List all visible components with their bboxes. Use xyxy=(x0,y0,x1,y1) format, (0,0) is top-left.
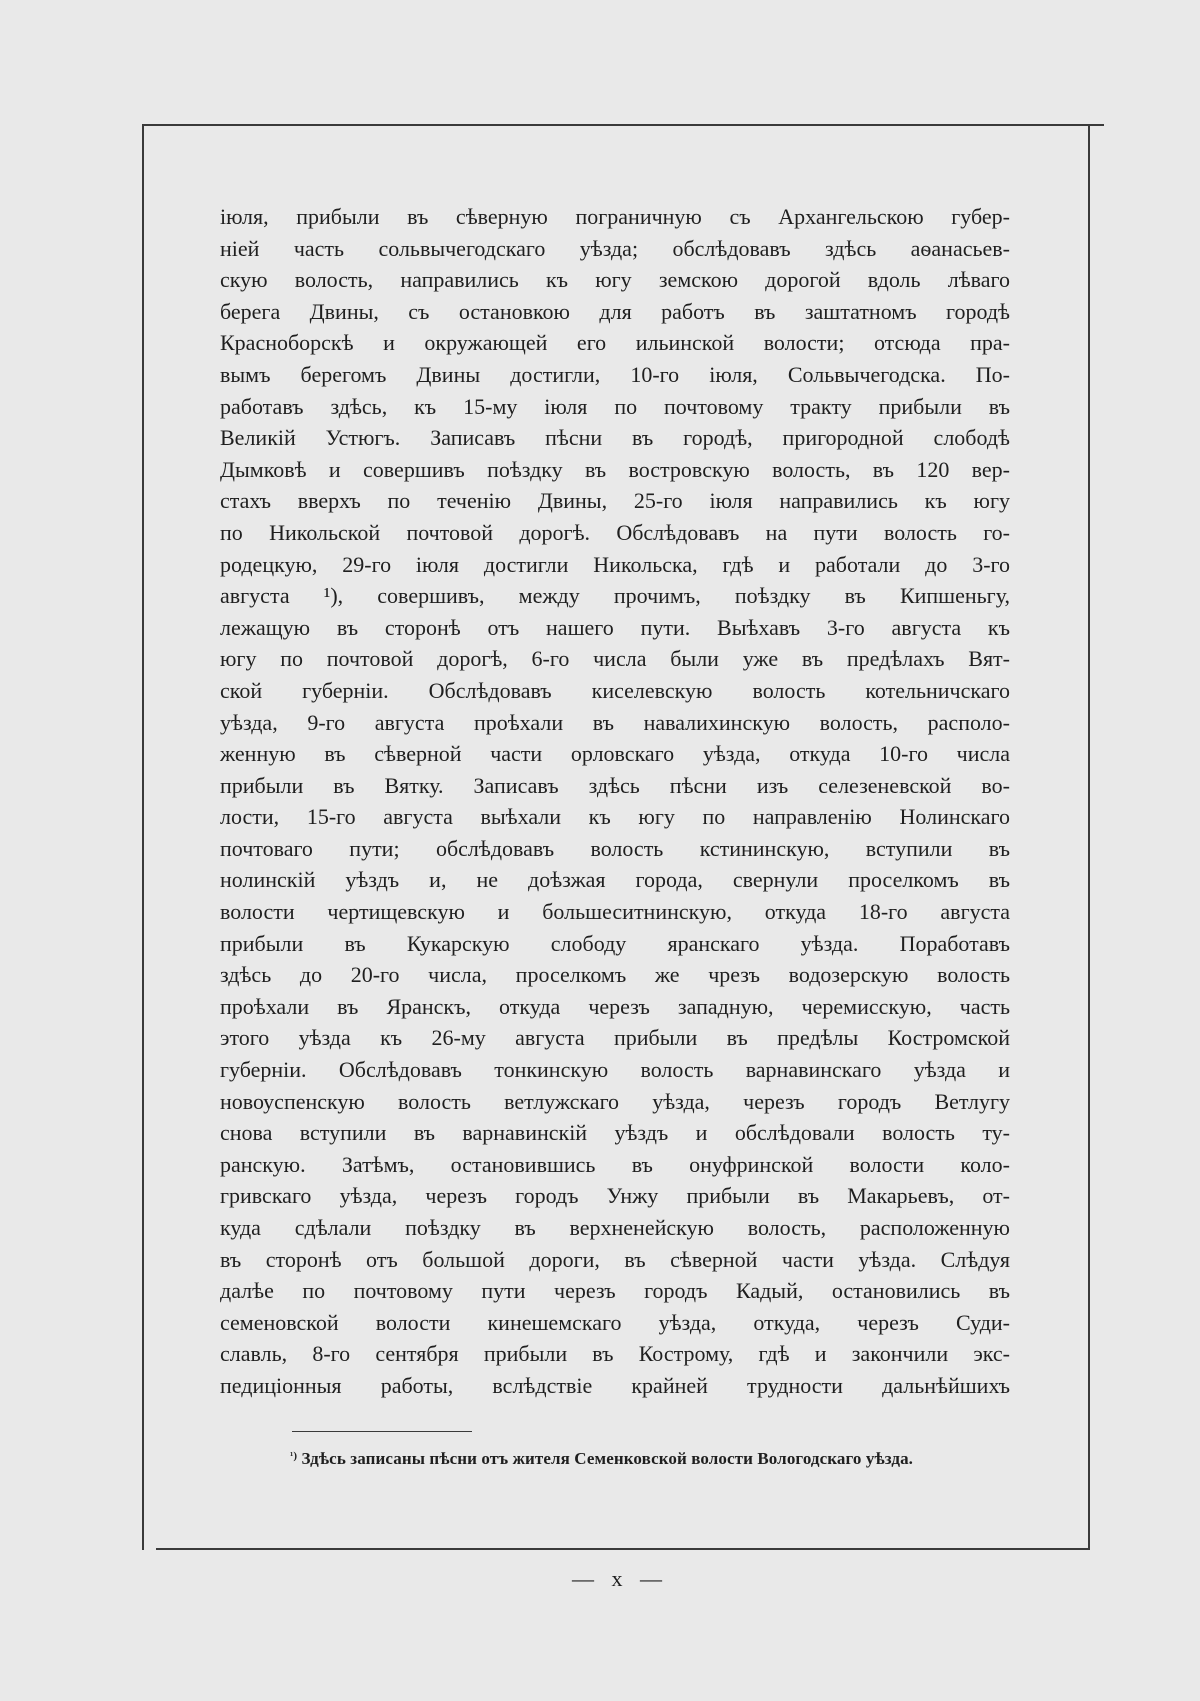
text-line: Великій Устюгъ. Записавъ пѣсни въ городѣ, пригородной слободѣ xyxy=(220,425,1010,451)
text-line: лости, 15-го августа выѣхали къ югу по направленію Нолинскаго xyxy=(220,804,1010,830)
text-line: въ сторонѣ отъ большой дороги, въ сѣверной части уѣзда. Слѣдуя xyxy=(220,1246,1010,1272)
text-line: августа ¹), совершивъ, между прочимъ, поѣздку въ Кипшеньгу, xyxy=(220,583,1010,609)
text-line: славль, 8-го сентября прибыли въ Кострому, гдѣ и закончили экс- xyxy=(220,1341,1010,1367)
text-line: новоуспенскую волость ветлужскаго уѣзда, черезъ городъ Ветлугу xyxy=(220,1088,1010,1114)
text-line: педиціонныя работы, вслѣдствіе крайней трудности дальнѣйшихъ xyxy=(220,1372,1010,1398)
text-line: куда сдѣлали поѣздку въ верхненейскую волость, расположенную xyxy=(220,1215,1010,1240)
text-line: прибыли въ Вятку. Записавъ здѣсь пѣсни изъ селезеневской во- xyxy=(220,772,1010,798)
text-line: берега Двины, съ остановкою для работъ въ заштатномъ городѣ xyxy=(220,298,1010,324)
text-line: губерніи. Обслѣдовавъ тонкинскую волость варнавинскаго уѣзда и xyxy=(220,1057,1010,1083)
text-line: гривскаго уѣзда, черезъ городъ Унжу прибыли въ Макарьевъ, от- xyxy=(220,1183,1010,1209)
footnote-marker: ¹) xyxy=(290,1450,298,1462)
footnote-text: Здѣсь записаны пѣсни отъ жителя Семенковской волости Вологодскаго уѣзда. xyxy=(301,1449,914,1468)
text-line: проѣхали въ Яранскъ, откуда черезъ западную, черемисскую, часть xyxy=(220,993,1010,1019)
frame-outer-bottom-rule xyxy=(156,1548,1088,1550)
text-line: нолинскій уѣздъ и, не доѣзжая города, свернули проселкомъ въ xyxy=(220,867,1010,893)
frame-outer-top-rule xyxy=(142,124,1104,126)
text-line: семеновской волости кинешемскаго уѣзда, откуда, черезъ Суди- xyxy=(220,1309,1010,1335)
text-line: ранскую. Затѣмъ, остановившись въ онуфринской волости коло- xyxy=(220,1151,1010,1177)
text-line: Дымковѣ и совершивъ поѣздку въ востровскую волость, въ 120 вер- xyxy=(220,456,1010,482)
text-line: родецкую, 29-го іюля достигли Никольска, гдѣ и работали до 3-го xyxy=(220,551,1010,577)
text-line: уѣзда, 9-го августа проѣхали въ навалихинскую волость, располо- xyxy=(220,709,1010,735)
text-line: стахъ вверхъ по теченію Двины, 25-го іюля направились къ югу xyxy=(220,488,1010,514)
page-number: — x — xyxy=(572,1566,668,1591)
text-line: почтоваго пути; обслѣдовавъ волость кстининскую, вступили въ xyxy=(220,835,1010,861)
text-line: вымъ берегомъ Двины достигли, 10-го іюля, Сольвычегодска. По- xyxy=(220,361,1010,387)
text-line: іюля, прибыли въ сѣверную пограничную съ Архангельскою губер- xyxy=(220,204,1010,229)
text-line: Красноборскѣ и окружающей его ильинской волости; отсюда пра- xyxy=(220,330,1010,356)
text-line: здѣсь до 20-го числа, проселкомъ же чрезъ водозерскую волость xyxy=(220,962,1010,988)
frame-outer-right-rule xyxy=(1088,124,1090,1550)
footnote-divider xyxy=(292,1431,472,1432)
text-line: работавъ здѣсь, къ 15-му іюля по почтовому тракту прибыли въ xyxy=(220,393,1010,419)
text-line: лежащую въ сторонѣ отъ нашего пути. Выѣхавъ 3-го августа къ xyxy=(220,614,1010,640)
text-line: женную въ сѣверной части орловскаго уѣзда, откуда 10-го числа xyxy=(220,741,1010,767)
text-line: ской губерніи. Обслѣдовавъ киселевскую волость котельничскаго xyxy=(220,677,1010,703)
body-text xyxy=(220,201,1010,1402)
text-line: снова вступили въ варнавинскій уѣздъ и обслѣдовали волость ту- xyxy=(220,1120,1010,1146)
text-line: волости чертищевскую и большеситнинскую, откуда 18-го августа xyxy=(220,899,1010,925)
footnote xyxy=(290,1449,1010,1469)
text-line: прибыли въ Кукарскую слободу яранскаго уѣзда. Поработавъ xyxy=(220,930,1010,956)
text-line: югу по почтовой дорогѣ, 6-го числа были уже въ предѣлахъ Вят- xyxy=(220,646,1010,672)
text-line: ніей часть сольвычегодскаго уѣзда; обслѣдовавъ здѣсь аѳанасьев- xyxy=(220,235,1010,261)
text-line: по Никольской почтовой дорогѣ. Обслѣдовавъ на пути волость го- xyxy=(220,519,1010,545)
frame-outer-left-rule xyxy=(142,124,144,1550)
text-line: этого уѣзда къ 26-му августа прибыли въ предѣлы Костромской xyxy=(220,1025,1010,1051)
text-line: далѣе по почтовому пути черезъ городъ Кадый, остановились въ xyxy=(220,1278,1010,1304)
text-line: скую волость, направились къ югу земскою дорогой вдоль лѣваго xyxy=(220,267,1010,293)
